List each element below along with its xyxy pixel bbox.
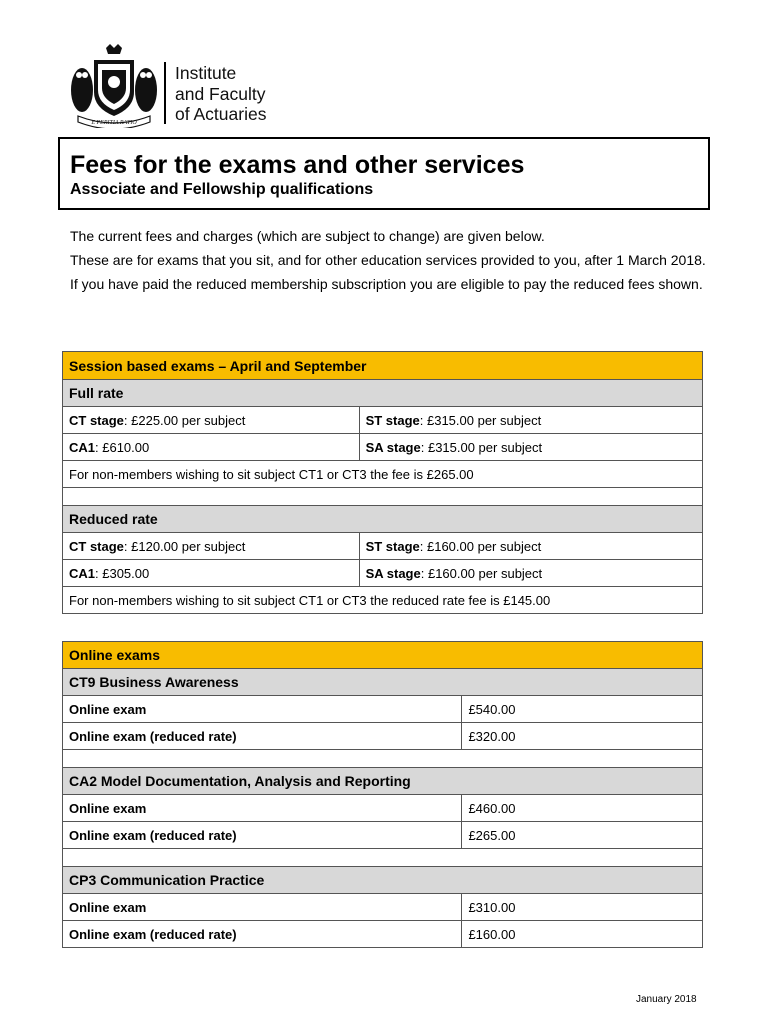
spacer-row [63,849,703,867]
table-row [63,795,703,822]
session-heading: Session based exams – April and September [63,352,703,380]
reduced-sa-cell [359,560,702,587]
spacer-row [63,488,703,506]
row-label: Online exam [63,696,462,723]
intro-paragraph-3: If you have paid the reduced membership subscription you are eligible to pay the reduced fees shown. [70,276,703,292]
table-subheading-row [63,768,703,795]
table-row [63,533,703,560]
reduced-ct-cell [63,533,360,560]
page-subtitle: Associate and Fellowship qualifications [70,181,374,198]
footer-date: January 2018 [636,994,697,1005]
full-ct-cell [63,407,360,434]
intro-text [70,228,710,300]
fee-value: : £610.00 [95,439,150,455]
fee-value: : £160.00 per subject [419,538,542,554]
table-row [63,822,703,849]
online-heading: Online exams [63,642,703,669]
spacer-cell [63,750,703,768]
table-row [63,894,703,921]
online-fees-table [62,641,703,948]
table-subheading-row [63,506,703,533]
row-value: £265.00 [462,822,703,849]
section-label-cp3: CP3 Communication Practice [63,867,703,894]
table-subheading-row [63,380,703,407]
logo-wordmark [175,63,266,125]
table-row [63,723,703,750]
stage-label: ST stage [365,538,420,554]
reduced-rate-note: For non-members wishing to sit subject CT1 or CT3 the reduced rate fee is £145.00 [63,587,703,614]
table-row [63,407,703,434]
full-ca1-cell [63,434,360,461]
stage-label: CT stage [69,412,124,428]
table-subheading-row [63,669,703,696]
table-subheading-row [63,867,703,894]
logo-line-1: Institute [175,63,237,83]
fee-value: : £225.00 per subject [123,412,246,428]
section-label-ct9: CT9 Business Awareness [63,669,703,696]
section-label-ca2: CA2 Model Documentation, Analysis and Reporting [63,768,703,795]
row-value: £310.00 [462,894,703,921]
table-row [63,461,703,488]
stage-label: ST stage [365,412,420,428]
row-value: £320.00 [462,723,703,750]
stage-label: CA1 [69,565,96,581]
table-row [63,696,703,723]
intro-paragraph-2: These are for exams that you sit, and for other education services provided to you, after 1 March 2018. [70,252,706,268]
table-row [63,587,703,614]
logo-divider [164,62,166,124]
table-row [63,434,703,461]
spacer-cell [63,849,703,867]
reduced-ca1-cell [63,560,360,587]
stage-label: CA1 [69,439,96,455]
row-label: Online exam (reduced rate) [63,822,462,849]
full-rate-note: For non-members wishing to sit subject CT1 or CT3 the fee is £265.00 [63,461,703,488]
session-fees-table [62,351,703,614]
row-label: Online exam [63,795,462,822]
full-rate-label: Full rate [63,380,703,407]
table-heading-row [63,352,703,380]
row-label: Online exam [63,894,462,921]
spacer-row [63,750,703,768]
spacer-cell [63,488,703,506]
table-heading-row [63,642,703,669]
row-label: Online exam (reduced rate) [63,723,462,750]
full-sa-cell [359,434,702,461]
logo-line-3: of Actuaries [175,104,267,124]
row-value: £160.00 [462,921,703,948]
row-value: £540.00 [462,696,703,723]
stage-label: CT stage [69,538,124,554]
intro-paragraph-1: The current fees and charges (which are subject to change) are given below. [70,228,545,244]
fee-value: : £305.00 [95,565,150,581]
title-box [58,137,710,210]
row-value: £460.00 [462,795,703,822]
fee-value: : £160.00 per subject [420,565,543,581]
stage-label: SA stage [365,439,421,455]
table-row [63,560,703,587]
fee-value: : £315.00 per subject [419,412,542,428]
reduced-st-cell [359,533,702,560]
logo-motto: E PERITIA RATIO [91,120,137,126]
actuaries-crest-icon [70,42,158,128]
logo-line-2: and Faculty [175,83,266,104]
page-title: Fees for the exams and other services [70,151,525,179]
fee-value: : £120.00 per subject [123,538,246,554]
reduced-rate-label: Reduced rate [63,506,703,533]
full-st-cell [359,407,702,434]
fee-value: : £315.00 per subject [420,439,543,455]
table-row [63,921,703,948]
row-label: Online exam (reduced rate) [63,921,462,948]
stage-label: SA stage [365,565,421,581]
